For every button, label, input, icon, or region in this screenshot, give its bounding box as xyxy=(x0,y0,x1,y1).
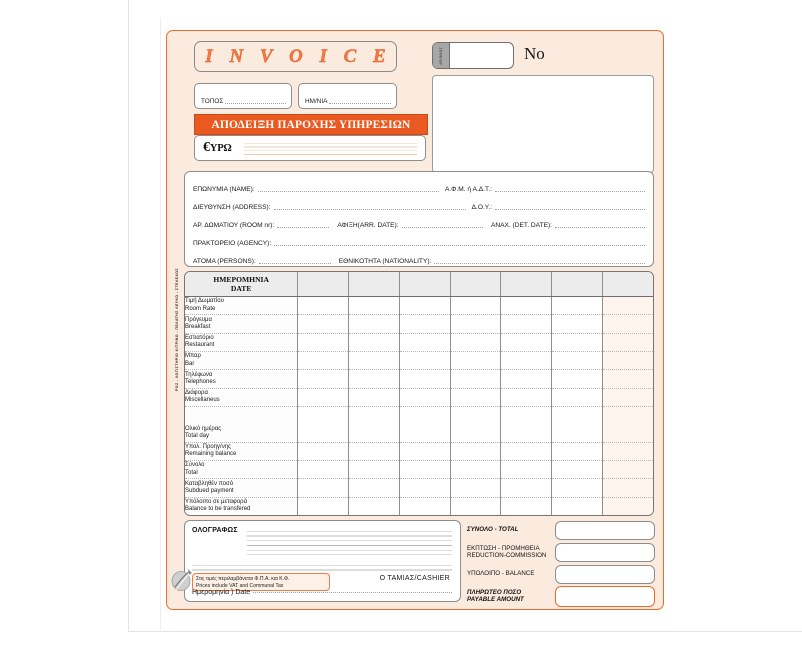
ledger-row xyxy=(185,370,653,388)
charges-ledger-table xyxy=(184,271,654,516)
ledger-cell[interactable] xyxy=(501,479,552,497)
ledger-cell[interactable] xyxy=(298,407,349,416)
ledger-cell[interactable] xyxy=(399,442,450,460)
payable-row xyxy=(467,586,655,606)
ledger-cell[interactable] xyxy=(399,388,450,406)
ledger-date-column-4[interactable] xyxy=(450,272,501,297)
departure-date-label: ΑΝΑΧ. (DET. DATE): xyxy=(490,222,552,229)
ledger-cell[interactable] xyxy=(602,479,653,497)
ledger-cell[interactable] xyxy=(450,460,501,478)
ledger-cell[interactable] xyxy=(298,479,349,497)
currency-ruled-lines xyxy=(244,140,417,156)
balance-value-field[interactable] xyxy=(555,565,655,584)
persons-label: ΑΤΟΜΑ (PERSONS): xyxy=(193,258,256,265)
ledger-row xyxy=(185,424,653,442)
ledger-row-label xyxy=(185,424,298,442)
ledger-cell[interactable] xyxy=(551,352,602,370)
vat-notice-gr: Στις τιμές περιλαμβάνεται Φ.Π.Α. και Κ.Φ. xyxy=(196,576,290,582)
customer-row-agency[interactable] xyxy=(193,231,645,249)
ledger-cell[interactable] xyxy=(450,352,501,370)
tax-office-label: Δ.Ο.Υ.: xyxy=(471,204,492,211)
ledger-cell[interactable] xyxy=(298,297,349,315)
ledger-cell[interactable] xyxy=(501,416,552,425)
ledger-row-label xyxy=(185,442,298,460)
ledger-cell[interactable] xyxy=(349,297,400,315)
ledger-header-row xyxy=(185,272,653,297)
tax-id-label: Α.Φ.Μ. ή Α.Δ.Τ.: xyxy=(444,186,492,193)
service-receipt-banner xyxy=(194,114,428,135)
total-label-line1: ΣΥΝΟΛΟ - TOTAL xyxy=(467,526,519,534)
ledger-row xyxy=(185,352,653,370)
ledger-cell[interactable] xyxy=(450,333,501,351)
ledger-row-label-en: Remaining balance xyxy=(185,451,237,458)
ledger-cell[interactable] xyxy=(551,370,602,388)
ledger-row xyxy=(185,416,653,425)
customer-info-panel xyxy=(184,171,654,267)
name-input-line[interactable] xyxy=(258,191,439,192)
total-value-field[interactable] xyxy=(555,521,655,540)
number-label: No xyxy=(524,44,545,63)
ledger-row xyxy=(185,388,653,406)
place-field[interactable] xyxy=(194,83,292,109)
ledger-row-label-gr: Σύνολο xyxy=(185,462,205,469)
ledger-cell[interactable] xyxy=(298,497,349,515)
ledger-date-column-1[interactable] xyxy=(298,272,349,297)
company-stamp-box[interactable] xyxy=(432,75,654,173)
ledger-cell[interactable] xyxy=(349,388,400,406)
copy-color-label: ΡΟΖ - ΛΟΓΙΣΤΗΡΙΟ ΚΙΤΡΙΝΟ - ΠΕΛΑΤΗΣ ΛΕΥΚΟ - ΣΤΕΛΕΧΟΣ xyxy=(175,267,180,391)
ledger-row xyxy=(185,497,653,515)
room-number-label: ΑΡ. ΔΩΜΑΤΙΟΥ (ROOM nr): xyxy=(193,222,275,229)
reduction-label xyxy=(467,545,555,560)
ledger-cell[interactable] xyxy=(602,388,653,406)
ledger-row-label-en: Balance to be transfered xyxy=(185,506,251,513)
ledger-row-label-en: Total xyxy=(185,469,198,476)
ledger-cell[interactable] xyxy=(602,315,653,333)
ledger-row-label xyxy=(185,352,298,370)
ledger-row xyxy=(185,479,653,497)
ledger-table xyxy=(185,272,653,515)
arrival-date-input-line[interactable] xyxy=(402,227,483,228)
ledger-cell[interactable] xyxy=(602,416,653,425)
ledger-cell[interactable] xyxy=(298,333,349,351)
reduction-row xyxy=(467,542,655,562)
ledger-head xyxy=(185,272,653,297)
date-label: ΗΜ/ΝΙΑ xyxy=(305,98,328,105)
balance-label xyxy=(467,570,555,577)
ledger-cell[interactable] xyxy=(399,315,450,333)
ledger-row-label-gr: Πρόγευμα xyxy=(185,316,212,323)
customer-row-room[interactable] xyxy=(193,213,645,231)
ledger-date-header xyxy=(185,272,298,297)
payable-value-field[interactable] xyxy=(555,586,655,607)
ledger-cell[interactable] xyxy=(551,407,602,416)
ledger-body xyxy=(185,297,653,516)
date-field[interactable] xyxy=(298,83,397,109)
ledger-row xyxy=(185,297,653,315)
ledger-cell[interactable] xyxy=(298,424,349,442)
tax-office-input-line[interactable] xyxy=(495,209,645,210)
ledger-cell[interactable] xyxy=(399,460,450,478)
ledger-cell[interactable] xyxy=(501,460,552,478)
ledger-cell[interactable] xyxy=(551,315,602,333)
ledger-cell[interactable] xyxy=(450,407,501,416)
ledger-row-label xyxy=(185,460,298,478)
place-label: ΤΟΠΟΣ xyxy=(201,98,224,105)
ledger-cell[interactable] xyxy=(450,315,501,333)
payable-label xyxy=(467,589,555,604)
vat-notice-en: Prices include VAT and Communal Tax xyxy=(196,582,284,589)
serial-number-row xyxy=(432,42,654,71)
ledger-row-label-en: Total day xyxy=(185,432,210,439)
ledger-cell[interactable] xyxy=(501,424,552,442)
ledger-cell[interactable] xyxy=(349,479,400,497)
departure-date-input-line[interactable] xyxy=(555,227,645,228)
ledger-row-label xyxy=(185,479,298,497)
ledger-cell[interactable] xyxy=(399,297,450,315)
total-row xyxy=(467,520,655,540)
tax-id-input-line[interactable] xyxy=(495,191,645,192)
ledger-date-header-gr: ΗΜΕΡΟΜΗΝΙΑ xyxy=(213,274,269,284)
ledger-cell[interactable] xyxy=(551,333,602,351)
ledger-cell[interactable] xyxy=(399,407,450,416)
customer-row-persons[interactable] xyxy=(193,249,645,267)
ledger-row-label-en: Subdued payment xyxy=(185,487,234,494)
ledger-row-label-en: Room Rate xyxy=(185,305,216,312)
ledger-cell[interactable] xyxy=(501,297,552,315)
payable-label-line2: PAYABLE AMOUNT xyxy=(467,596,524,603)
amount-in-words-lines[interactable] xyxy=(247,527,452,558)
brand-logo-icon xyxy=(169,565,195,595)
ledger-cell[interactable] xyxy=(399,370,450,388)
ledger-cell[interactable] xyxy=(602,352,653,370)
page-title: I N V O I C E xyxy=(205,45,392,67)
ledger-row xyxy=(185,315,653,333)
ledger-cell[interactable] xyxy=(602,407,653,416)
ledger-row-label-gr: Εστιατόριο xyxy=(185,334,214,341)
ledger-date-header-en: DATE xyxy=(230,284,252,293)
reduction-label-line2: REDUCTION-COMMISSION xyxy=(467,552,547,559)
cashier-signature-label: Ο ΤΑΜΙΑΣ/CASHIER xyxy=(379,575,450,582)
ledger-cell[interactable] xyxy=(551,442,602,460)
ledger-cell[interactable] xyxy=(501,352,552,370)
serial-number-field[interactable] xyxy=(432,42,514,69)
reduction-label-line1: ΕΚΠΤΩΣΗ - ΠΡΟΜΗΘΕΙΑ xyxy=(467,544,540,552)
ledger-date-column-6[interactable] xyxy=(551,272,602,297)
ledger-date-column-3[interactable] xyxy=(399,272,450,297)
ledger-cell[interactable] xyxy=(551,416,602,425)
ledger-cell[interactable] xyxy=(602,333,653,351)
ledger-cell[interactable] xyxy=(399,424,450,442)
ledger-row-label xyxy=(185,388,298,406)
ledger-cell[interactable] xyxy=(501,497,552,515)
ledger-date-column-5[interactable] xyxy=(501,272,552,297)
ledger-cell[interactable] xyxy=(298,416,349,425)
payable-label-line1: ΠΛΗΡΩΤΕΟ ΠΟΣΟ xyxy=(467,588,522,596)
currency-field[interactable] xyxy=(194,135,426,161)
service-receipt-title: ΑΠΟΔΕΙΞΗ ΠΑΡΟΧΗΣ ΥΠΗΡΕΣΙΩΝ xyxy=(211,118,411,131)
ledger-cell[interactable] xyxy=(602,370,653,388)
place-dotted-line xyxy=(225,103,286,104)
ledger-cell[interactable] xyxy=(450,497,501,515)
document-date-row[interactable] xyxy=(192,589,452,596)
ledger-row-label-gr: Διάφορα xyxy=(185,389,208,396)
ledger-cell[interactable] xyxy=(501,442,552,460)
ledger-cell[interactable] xyxy=(450,388,501,406)
invoice-form-card xyxy=(166,30,664,610)
ledger-row-label-en: Telephones xyxy=(185,379,216,386)
ledger-row xyxy=(185,460,653,478)
invoice-title-box xyxy=(194,41,397,72)
reduction-value-field[interactable] xyxy=(555,543,655,562)
ledger-cell[interactable] xyxy=(349,315,400,333)
ledger-cell[interactable] xyxy=(349,424,400,442)
ledger-cell[interactable] xyxy=(399,479,450,497)
ledger-row-label-gr: Υπόλοιπο σε μεταφορά xyxy=(185,498,248,505)
ledger-cell[interactable] xyxy=(602,297,653,315)
ledger-cell[interactable] xyxy=(551,479,602,497)
ledger-cell[interactable] xyxy=(349,460,400,478)
ledger-cell[interactable] xyxy=(349,370,400,388)
ledger-cell[interactable] xyxy=(298,370,349,388)
ledger-cell[interactable] xyxy=(602,442,653,460)
balance-label-line1: ΥΠΟΛΟΙΠΟ - BALANCE xyxy=(467,570,535,578)
ledger-row-label-gr: Τηλέφωνα xyxy=(185,371,213,378)
ledger-cell[interactable] xyxy=(602,424,653,442)
ledger-cell[interactable] xyxy=(501,315,552,333)
ledger-row-label xyxy=(185,297,298,315)
ledger-cell[interactable] xyxy=(349,442,400,460)
ledger-cell[interactable] xyxy=(349,416,400,425)
ledger-cell[interactable] xyxy=(298,388,349,406)
ledger-row-label-gr: Καταβληθέν ποσό xyxy=(185,480,234,487)
ledger-cell[interactable] xyxy=(551,460,602,478)
ledger-row xyxy=(185,333,653,351)
ledger-cell[interactable] xyxy=(501,407,552,416)
ledger-cell[interactable] xyxy=(602,497,653,515)
ledger-cell[interactable] xyxy=(399,333,450,351)
ledger-row-label-en: Restaurant xyxy=(185,342,215,349)
ledger-cell[interactable] xyxy=(399,352,450,370)
ledger-cell[interactable] xyxy=(501,333,552,351)
ledger-row-label xyxy=(185,333,298,351)
customer-row-address[interactable] xyxy=(193,195,645,213)
date-dotted-line xyxy=(329,103,391,104)
arrival-date-label: ΑΦΙΞΗ(ARR. DATE): xyxy=(337,222,399,229)
ledger-row-label xyxy=(185,497,298,515)
ledger-row-label xyxy=(185,370,298,388)
ledger-cell[interactable] xyxy=(450,416,501,425)
ledger-cell[interactable] xyxy=(349,333,400,351)
ledger-cell[interactable] xyxy=(298,460,349,478)
serial-tab-label: ΑΡΙΘΜΟΣ xyxy=(439,46,443,65)
address-label: ΔΙΕΥΘΥΝΣΗ (ADDRESS): xyxy=(193,204,271,211)
address-input-line[interactable] xyxy=(274,209,466,210)
ledger-row-label-en: Miscellaneus xyxy=(185,397,220,404)
ledger-cell[interactable] xyxy=(450,442,501,460)
ledger-row xyxy=(185,442,653,460)
ledger-row-label xyxy=(185,407,298,416)
currency-label: €ΥΡΩ xyxy=(203,140,232,155)
ledger-cell[interactable] xyxy=(349,497,400,515)
ledger-cell[interactable] xyxy=(298,352,349,370)
ledger-date-column-2[interactable] xyxy=(349,272,400,297)
ledger-cell[interactable] xyxy=(399,416,450,425)
ledger-cell[interactable] xyxy=(450,370,501,388)
ledger-cell[interactable] xyxy=(501,370,552,388)
total-label xyxy=(467,526,555,533)
ledger-cell[interactable] xyxy=(298,315,349,333)
ledger-row-label-gr: Μπαρ xyxy=(185,353,201,360)
ledger-cell[interactable] xyxy=(501,388,552,406)
totals-block xyxy=(467,520,655,608)
nationality-input-line[interactable] xyxy=(434,263,645,264)
ledger-cell[interactable] xyxy=(349,407,400,416)
nationality-label: ΕΘΝΙΚΟΤΗΤΑ (NATIONALITY): xyxy=(338,258,432,265)
ledger-cell[interactable] xyxy=(450,479,501,497)
ledger-cell[interactable] xyxy=(450,424,501,442)
agency-input-line[interactable] xyxy=(274,245,645,246)
ledger-row-label-gr: Ολικό ημέρας xyxy=(185,425,222,432)
room-number-input-line[interactable] xyxy=(277,227,329,228)
ledger-row-label-gr: Υπολ. Προηγ/νης xyxy=(185,443,231,450)
ledger-row-label xyxy=(185,315,298,333)
balance-row xyxy=(467,564,655,584)
name-label: ΕΠΩΝΥΜΙΑ (NAME): xyxy=(193,186,255,193)
ledger-row-label-en: Bar xyxy=(185,360,195,367)
serial-tab-icon xyxy=(433,43,450,68)
ledger-cell[interactable] xyxy=(551,297,602,315)
ledger-row xyxy=(185,407,653,416)
ledger-cell[interactable] xyxy=(551,497,602,515)
ledger-date-column-7[interactable] xyxy=(602,272,653,297)
ledger-row-label-en: Breakfast xyxy=(185,324,211,331)
ledger-cell[interactable] xyxy=(602,460,653,478)
ledger-row-label xyxy=(185,416,298,425)
ledger-cell[interactable] xyxy=(551,388,602,406)
ledger-row-label-gr: Τιμή Δωματίου xyxy=(185,298,224,305)
customer-row-name[interactable] xyxy=(193,177,645,195)
amount-in-words-panel xyxy=(184,520,461,602)
ledger-cell[interactable] xyxy=(298,442,349,460)
agency-label: ΠΡΑΚΤΟΡΕΙΟ (AGENCY): xyxy=(193,240,272,247)
ledger-cell[interactable] xyxy=(349,352,400,370)
document-date-label: Ημερομηνία ) Date xyxy=(192,589,251,596)
ledger-cell[interactable] xyxy=(551,424,602,442)
persons-input-line[interactable] xyxy=(259,263,331,264)
copy-color-strip xyxy=(171,267,184,391)
ledger-cell[interactable] xyxy=(450,297,501,315)
ledger-cell[interactable] xyxy=(399,497,450,515)
amount-in-words-label: ΟΛΟΓΡΑΦΩΣ xyxy=(192,527,238,534)
document-date-input-line[interactable] xyxy=(253,592,452,593)
